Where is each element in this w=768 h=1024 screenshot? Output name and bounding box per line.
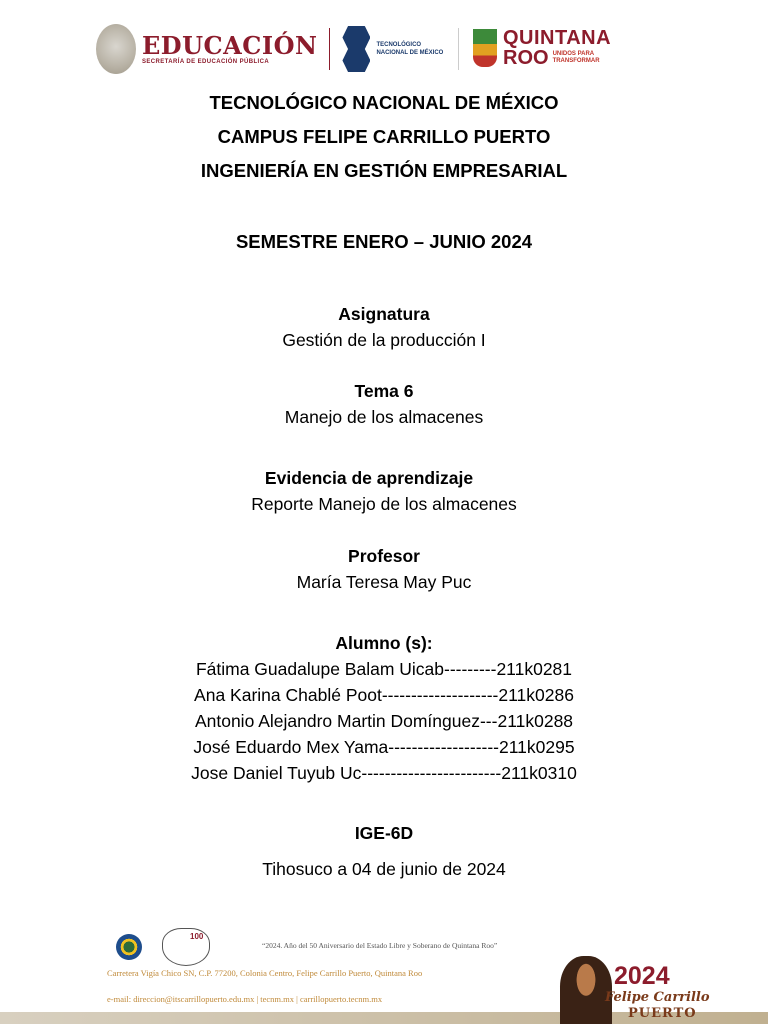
group: IGE-6D	[354, 823, 414, 843]
topic-block	[0, 378, 768, 430]
student-5: Jose Daniel Tuyub Uc------------------------211k0310	[191, 763, 577, 783]
footer-city-name-2: PUERTO	[628, 1006, 697, 1021]
tecnm-logo-text: TECNOLÓGICO NACIONAL DE MÉXICO	[376, 42, 444, 56]
footer-city-name: Felipe Carrillo	[605, 990, 710, 1005]
page-header	[0, 18, 768, 80]
place-date: Tihosuco a 04 de junio de 2024	[262, 859, 506, 879]
mexico-seal-icon	[96, 24, 136, 74]
footer-year: 2024	[614, 962, 670, 990]
institute-emblem-icon	[116, 934, 142, 960]
professor-value: María Teresa May Puc	[296, 572, 472, 592]
quintana-roo-shield-icon	[473, 29, 497, 67]
footer-email: e-mail: direccion@itscarrillopuerto.edu.mx | tecnm.mx | carrillopuerto.tecnm.mx	[107, 994, 383, 1004]
professor-block	[0, 543, 768, 595]
student-1: Fátima Guadalupe Balam Uicab---------211k0281	[195, 659, 573, 679]
evidence-value: Reporte Manejo de los almacenes	[251, 494, 517, 514]
career-name: INGENIERÍA EN GESTIÓN EMPRESARIAL	[200, 160, 568, 181]
footer-address: Carretera Vigía Chico SN, C.P. 77200, Colonia Centro, Felipe Carrillo Puerto, Quintana Roo	[107, 968, 423, 978]
quintana-roo-logo	[473, 28, 611, 68]
students-label: Alumno (s):	[335, 633, 433, 653]
professor-label: Profesor	[348, 546, 420, 566]
tecnm-logo-icon	[342, 26, 370, 72]
evidence-block	[0, 465, 768, 517]
institution-name: TECNOLÓGICO NACIONAL DE MÉXICO	[209, 92, 559, 113]
anniversary-logo-text: 100	[190, 932, 204, 941]
subject-label: Asignatura	[338, 304, 430, 324]
student-3: Antonio Alejandro Martin Domínguez---211k0288	[194, 711, 574, 731]
header-divider-2	[458, 28, 459, 70]
subject-value: Gestión de la producción I	[282, 330, 486, 350]
footer-quote: “2024. Año del 50 Aniversario del Estado Libre y Soberano de Quintana Roo”	[262, 941, 498, 950]
campus-name: CAMPUS FELIPE CARRILLO PUERTO	[217, 126, 551, 147]
students-block	[0, 630, 768, 786]
student-4: José Eduardo Mex Yama-------------------211k0295	[193, 737, 575, 757]
topic-value: Manejo de los almacenes	[284, 407, 484, 427]
semester: SEMESTRE ENERO – JUNIO 2024	[235, 231, 533, 252]
topic-label: Tema 6	[354, 381, 414, 401]
qroo-title: QUINTANA	[503, 27, 612, 49]
evidence-label: Evidencia de aprendizaje	[264, 468, 474, 488]
qroo-slogan: UNIDOS PARA TRANSFORMAR	[552, 51, 600, 64]
page-footer	[0, 920, 768, 1024]
student-2: Ana Karina Chablé Poot--------------------211k0286	[194, 685, 574, 705]
institution-block	[0, 86, 768, 188]
subject-block	[0, 301, 768, 353]
sep-logo-title: EDUCACIÓN	[142, 31, 318, 60]
header-divider	[329, 28, 330, 70]
qroo-title-2: ROO	[503, 47, 549, 69]
sep-logo-subtitle: SECRETARÍA DE EDUCACIÓN PÚBLICA	[142, 59, 270, 65]
sep-logo	[96, 24, 459, 74]
